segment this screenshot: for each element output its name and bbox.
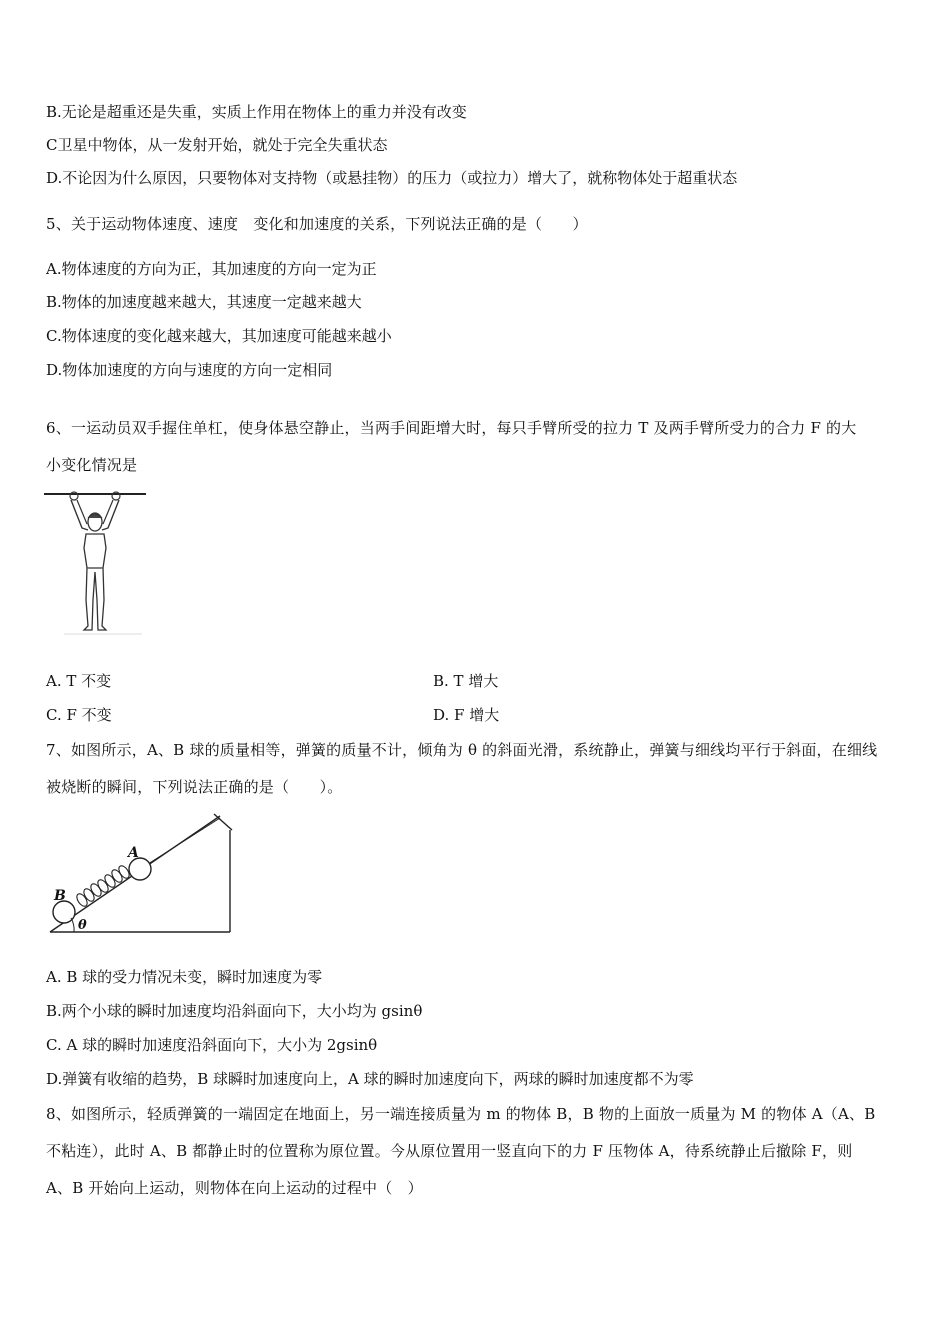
q5-option-b: B.物体的加速度越来越大，其速度一定越来越大	[46, 293, 362, 311]
q5-option-a: A.物体速度的方向为正，其加速度的方向一定为正	[46, 260, 377, 278]
q6-option-d: D. F 增大	[433, 706, 500, 724]
q7-label-a: A	[128, 845, 139, 861]
q7-stem-line2: 被烧断的瞬间，下列说法正确的是（ ）。	[46, 778, 343, 796]
q6-stem-line2: 小变化情况是	[46, 456, 138, 474]
q7-option-a: A. B 球的受力情况未变，瞬时加速度为零	[46, 968, 323, 986]
q7-stem-line1: 7、如图所示，A、B 球的质量相等，弹簧的质量不计，倾角为 θ 的斜面光滑，系统静止，弹簧与细线均平行于斜面，在细线	[46, 741, 878, 759]
q7-figure-incline	[44, 812, 244, 940]
q6-option-b: B. T 增大	[433, 672, 499, 690]
q6-option-c: C. F 不变	[46, 706, 112, 724]
q5-option-d: D.物体加速度的方向与速度的方向一定相同	[46, 361, 333, 379]
q8-stem-line3: A、B 开始向上运动，则物体在向上运动的过程中（ ）	[46, 1179, 423, 1197]
q6-option-a: A. T 不变	[46, 672, 112, 690]
q4-option-b: B.无论是超重还是失重，实质上作用在物体上的重力并没有改变	[46, 103, 467, 121]
q8-stem-line2: 不粘连），此时 A、B 都静止时的位置称为原位置。今从原位置用一竖直向下的力 F 压物体 A，待系统静止后撤除 F，则	[46, 1142, 853, 1160]
q7-option-b: B.两个小球的瞬时加速度均沿斜面向下，大小均为 gsinθ	[46, 1002, 423, 1020]
q7-option-d: D.弹簧有收缩的趋势，B 球瞬时加速度向上，A 球的瞬时加速度向下，两球的瞬时加速度都不为零	[46, 1070, 694, 1088]
q4-option-c: C卫星中物体，从一发射开始，就处于完全失重状态	[46, 136, 388, 154]
q7-option-c: C. A 球的瞬时加速度沿斜面向下，大小为 2gsinθ	[46, 1036, 378, 1054]
q8-stem-line1: 8、如图所示，轻质弹簧的一端固定在地面上，另一端连接质量为 m 的物体 B，B 物的上面放一质量为 M 的物体 A（A、B	[46, 1105, 876, 1123]
q6-stem-line1: 6、一运动员双手握住单杠，使身体悬空静止，当两手间距增大时，每只手臂所受的拉力 T 及两手臂所受力的合力 F 的大	[46, 419, 857, 437]
q6-figure-gymnast	[44, 488, 154, 638]
q4-option-d: D.不论因为什么原因，只要物体对支持物（或悬挂物）的压力（或拉力）增大了，就称物体处于超重状态	[46, 169, 738, 187]
q5-stem: 5、关于运动物体速度、速度 变化和加速度的关系，下列说法正确的是（ ）	[46, 215, 588, 233]
q5-option-c: C.物体速度的变化越来越大，其加速度可能越来越小	[46, 327, 392, 345]
q7-label-b: B	[54, 888, 66, 904]
q7-label-theta: θ	[78, 918, 87, 933]
